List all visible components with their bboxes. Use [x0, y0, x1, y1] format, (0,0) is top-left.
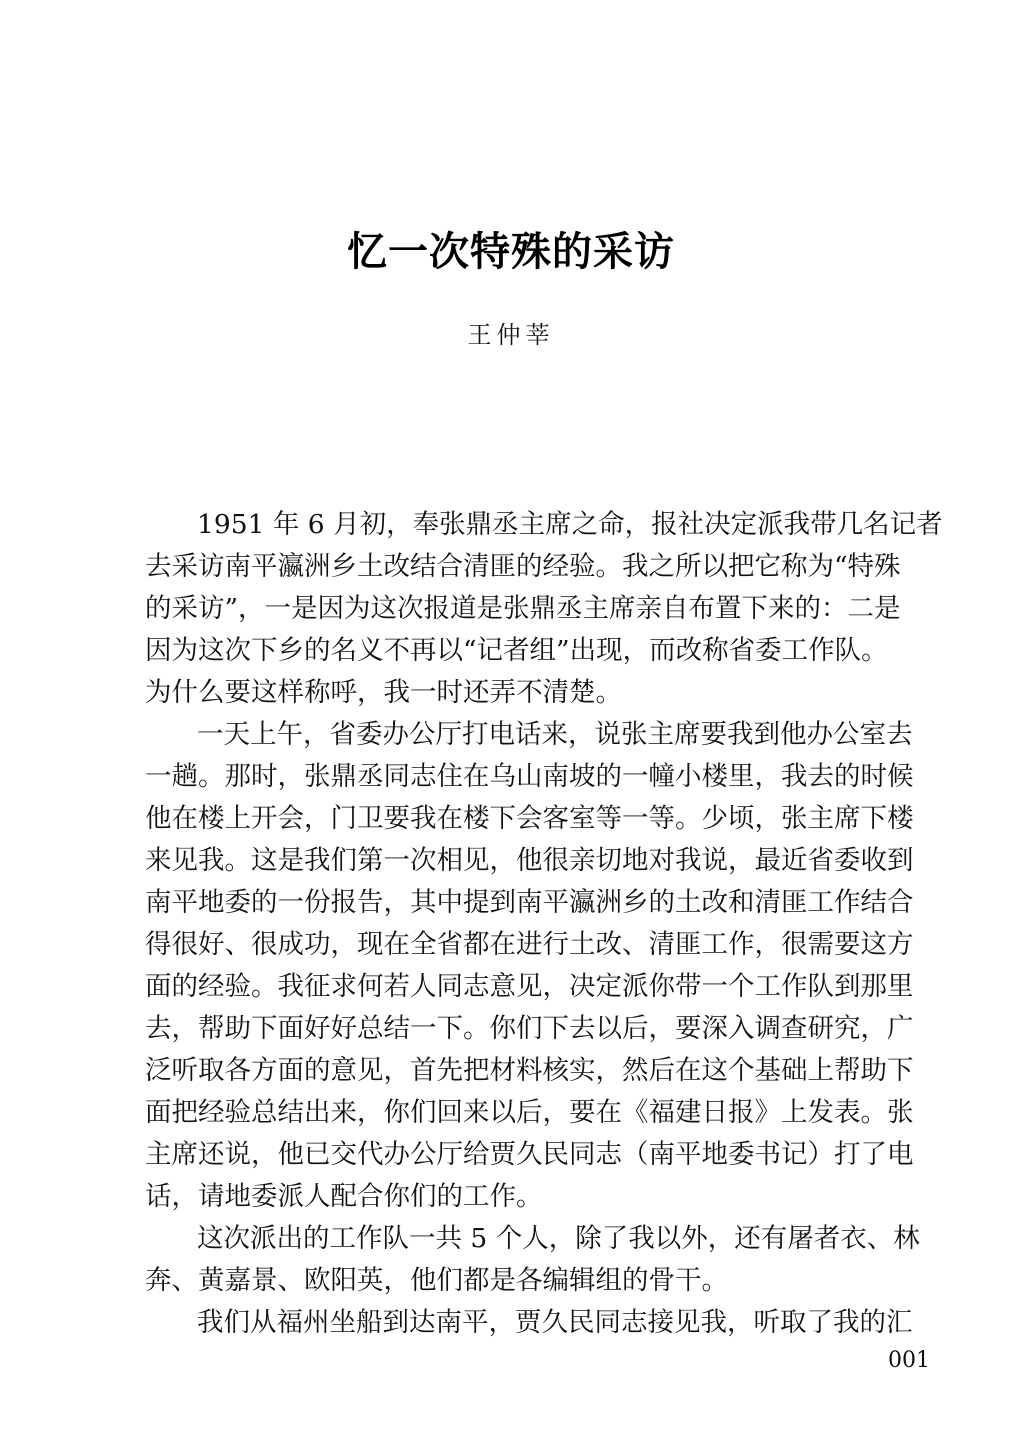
- text-line: 面把经验总结出来，你们回来以后，要在《福建日报》上发表。张: [145, 1097, 914, 1128]
- text-line: 面的经验。我征求何若人同志意见，决定派你带一个工作队到那里: [145, 971, 914, 1002]
- text-line: 去，帮助下面好好总结一下。你们下去以后，要深入调查研究，广: [145, 1013, 914, 1044]
- text-line: 泛听取各方面的意见，首先把材料核实，然后在这个基础上帮助下: [145, 1055, 914, 1086]
- text-line: 这次派出的工作队一共 5 个人，除了我以外，还有屠者衣、林: [197, 1223, 920, 1254]
- text-line: 一趟。那时，张鼎丞同志住在乌山南坡的一幢小楼里，我去的时候: [145, 761, 914, 792]
- text-line: 话，请地委派人配合你们的工作。: [145, 1181, 543, 1212]
- page-title: 忆一次特殊的采访: [347, 229, 675, 275]
- text-line: 得很好、很成功，现在全省都在进行土改、清匪工作，很需要这方: [145, 929, 914, 960]
- text-line: 主席还说，他已交代办公厅给贾久民同志（南平地委书记）打了电: [145, 1139, 914, 1170]
- text-line: 的采访”，一是因为这次报道是张鼎丞主席亲自布置下来的：二是: [145, 593, 901, 624]
- text-line: 因为这次下乡的名义不再以“记者组”出现，而改称省委工作队。: [145, 635, 888, 666]
- paragraph: [145, 1218, 920, 1302]
- text-line: 1951 年 6 月初，奉张鼎丞主席之命，报社决定派我带几名记者: [197, 509, 943, 540]
- text-line: 我们从福州坐船到达南平，贾久民同志接见我，听取了我的汇: [197, 1307, 913, 1338]
- text-line: 去采访南平瀛洲乡土改结合清匪的经验。我之所以把它称为“特殊: [145, 551, 901, 582]
- paragraph: [145, 1302, 913, 1344]
- paragraph: [145, 714, 914, 1218]
- paragraph: [145, 504, 943, 714]
- text-line: 他在楼上开会，门卫要我在楼下会客室等一等。少顷，张主席下楼: [145, 803, 914, 834]
- author-name: 王仲莘: [467, 321, 555, 349]
- text-line: 为什么要这样称呼，我一时还弄不清楚。: [145, 677, 622, 708]
- page-number: 001: [888, 1348, 930, 1373]
- text-line: 南平地委的一份报告，其中提到南平瀛洲乡的土改和清匪工作结合: [145, 887, 914, 918]
- text-line: 来见我。这是我们第一次相见，他很亲切地对我说，最近省委收到: [145, 845, 914, 876]
- article-body: [145, 504, 943, 1344]
- text-line: 一天上午，省委办公厅打电话来，说张主席要我到他办公室去: [197, 719, 913, 750]
- text-line: 奔、黄嘉景、欧阳英，他们都是各编辑组的骨干。: [145, 1265, 728, 1296]
